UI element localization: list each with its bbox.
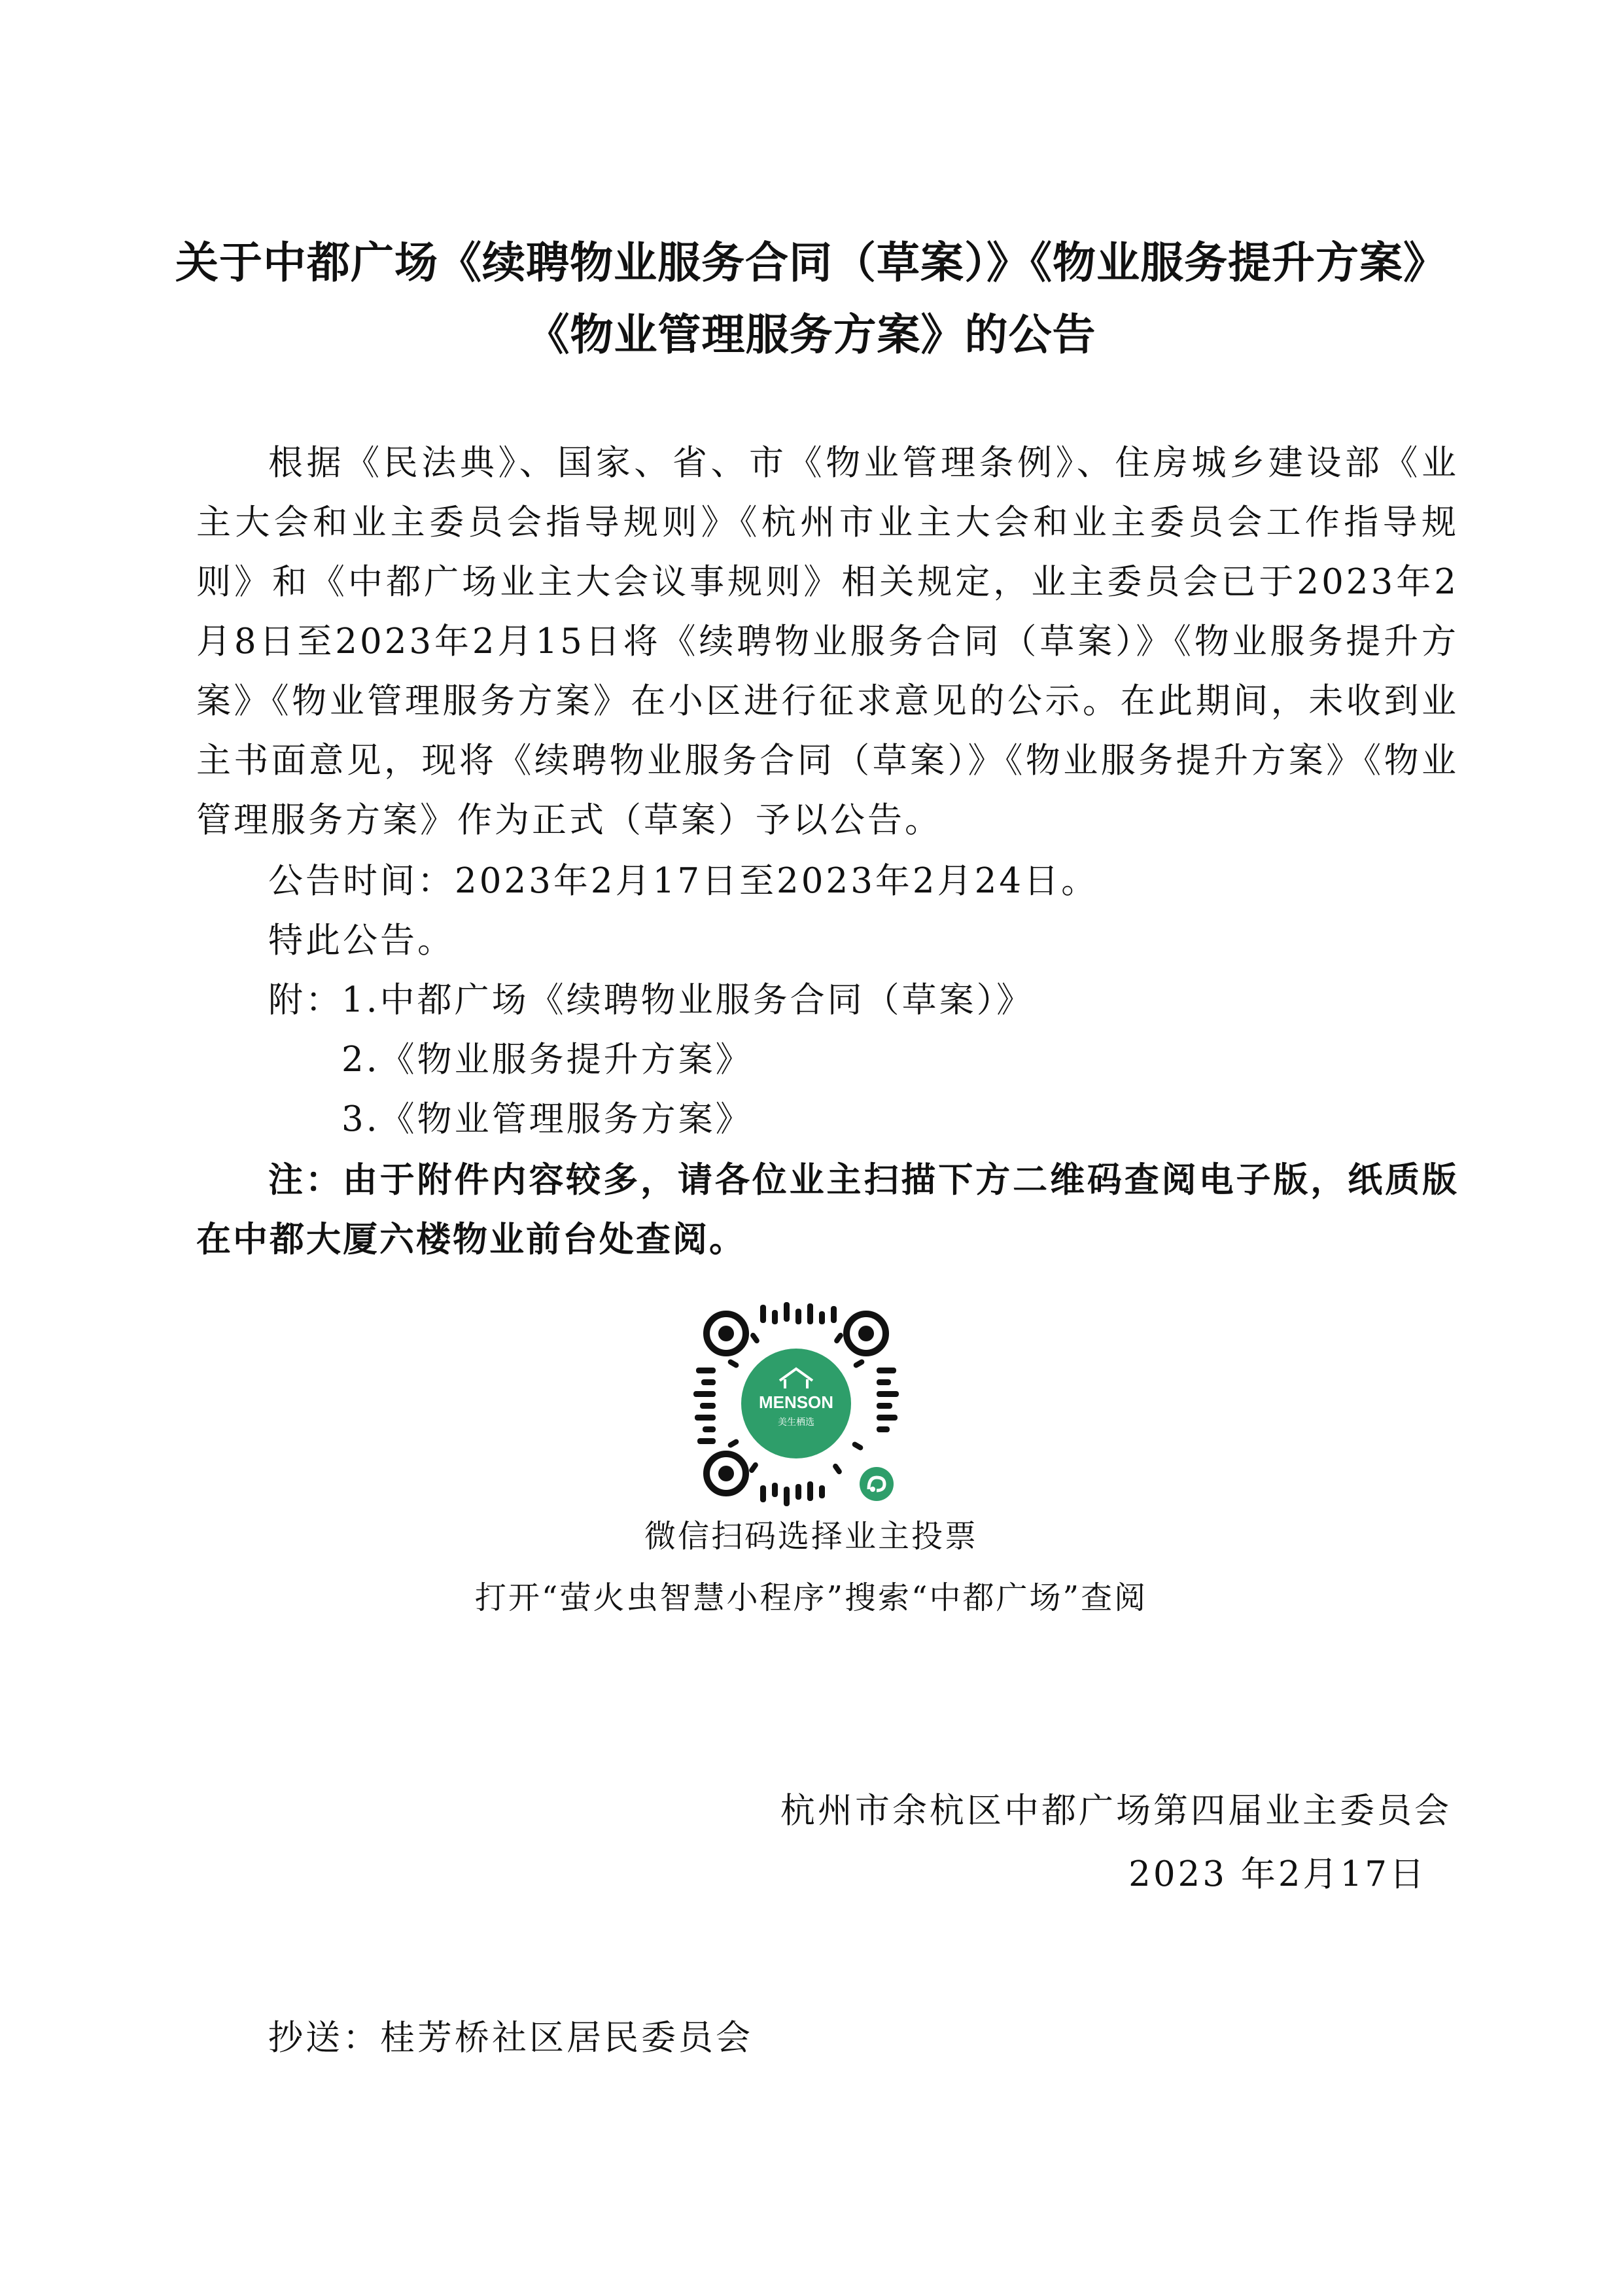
attachments-label: 附： <box>268 980 343 1020</box>
attachment-item: 3.《物业管理服务方案》 <box>341 1099 753 1139</box>
menson-logo-text: MENSON <box>758 1392 834 1412</box>
cc-line: 抄送：桂芳桥社区居民委员会 <box>268 2018 753 2058</box>
attachment-item: 1.中都广场《续聘物业服务合同（草案）》 <box>341 980 1034 1020</box>
mini-program-qr-code[interactable] <box>688 1296 904 1511</box>
notice-title-line-2: 《物业管理服务方案》的公告 <box>526 309 1096 360</box>
notice-body-paragraph: 根据《民法典》、国家、省、市《物业管理条例》、住房城乡建设部《业主大会和业主委员会指导规则》《杭州市业主大会和业主委员会工作指导规则》和《中都广场业主大会议事规则》相关规定，业主委员会已于2023年2月8日至2023年2月15日将《续聘物业服务合同（草案）》《物业服务提升方案》《物业管理服务方案》在小区进行征求意见的公示。在此期间，未收到业主书面意见，现将《续聘物业服务合同（草案）》《物业服务提升方案》《物业管理服务方案》作为正式（草案）予以公告。 <box>196 443 1459 840</box>
signature-organization: 杭州市余杭区中都广场第四届业主委员会 <box>780 1791 1452 1831</box>
qr-caption-vote: 微信扫码选择业主投票 <box>644 1518 978 1555</box>
closing-line: 特此公告。 <box>268 921 455 961</box>
mini-program-icon <box>860 1467 894 1501</box>
notice-period: 公告时间：2023年2月17日至2023年2月24日。 <box>268 861 1099 901</box>
qr-caption-search: 打开“萤火虫智慧小程序”搜索“中都广场”查阅 <box>474 1580 1148 1616</box>
menson-logo-subtext: 美生栖选 <box>778 1417 814 1428</box>
attachment-item: 2.《物业服务提升方案》 <box>341 1040 753 1080</box>
notice-title-line-1: 关于中都广场《续聘物业服务合同（草案）》《物业服务提升方案》 <box>175 238 1447 288</box>
signature-date: 2023 年2月17日 <box>1128 1854 1427 1894</box>
qr-note: 注：由于附件内容较多，请各位业主扫描下方二维码查阅电子版，纸质版在中都大厦六楼物业前台处查阅。 <box>196 1160 1459 1260</box>
